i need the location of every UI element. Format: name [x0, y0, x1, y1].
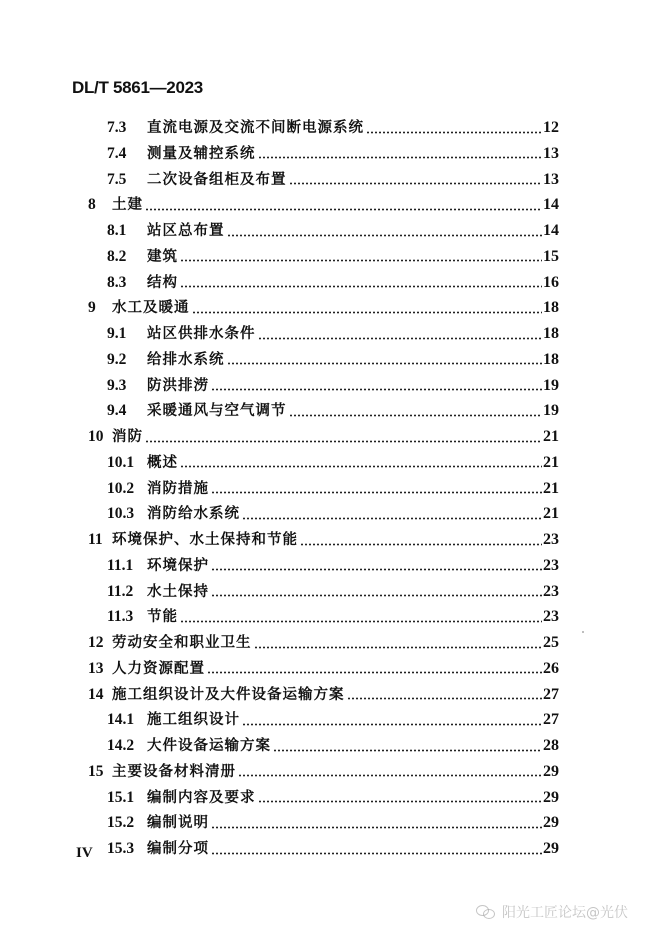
toc-page-number: 29	[543, 840, 559, 857]
toc-entry-chapter[interactable]	[88, 193, 559, 217]
toc-entry-section[interactable]	[107, 374, 559, 398]
toc-title: 大件设备运输方案	[147, 738, 271, 754]
dot-leader	[258, 337, 543, 340]
toc-entry-section[interactable]	[107, 502, 559, 526]
toc-title: 消防给水系统	[147, 506, 240, 523]
toc-entry-chapter[interactable]	[88, 631, 559, 655]
page-number-roman: IV	[76, 845, 93, 861]
toc-title: 消防	[112, 429, 143, 445]
dot-leader	[254, 646, 543, 649]
toc-page-number: 14	[543, 222, 559, 239]
dot-leader	[300, 543, 542, 546]
toc-entry-section[interactable]	[107, 348, 559, 372]
toc-title: 消防措施	[147, 480, 209, 497]
dot-leader	[211, 594, 542, 597]
dot-leader	[180, 259, 542, 262]
toc-title: 采暖通风与空气调节	[147, 403, 287, 420]
toc-entry-section[interactable]	[107, 219, 559, 243]
toc-page-number: 13	[543, 170, 559, 188]
toc-page-number: 19	[543, 376, 559, 394]
toc-page-number: 26	[543, 659, 559, 677]
dot-leader	[145, 208, 542, 211]
toc-title: 编制说明	[147, 815, 209, 832]
toc-page-number: 18	[543, 325, 559, 342]
toc-number: 11.2	[107, 582, 134, 600]
toc-number: 10	[88, 428, 104, 445]
dot-leader	[258, 800, 543, 803]
toc-page-number: 25	[543, 634, 559, 651]
dot-leader	[180, 285, 542, 288]
toc-title: 编制内容及要求	[147, 789, 256, 806]
toc-entry-chapter[interactable]	[88, 425, 559, 449]
toc-number: 8.2	[107, 247, 127, 265]
toc-page-number: 21	[543, 479, 559, 497]
watermark-text: 阳光工匠论坛@光伏	[502, 905, 628, 921]
dot-leader	[227, 362, 543, 365]
dot-leader	[289, 414, 543, 417]
dot-leader	[145, 440, 542, 443]
toc-number: 11	[88, 531, 103, 548]
dot-leader	[211, 826, 542, 829]
toc-title: 站区供排水条件	[147, 326, 256, 342]
toc-number: 15.2	[107, 814, 135, 832]
toc-entry-chapter[interactable]	[88, 657, 559, 681]
toc-page-number: 18	[543, 299, 559, 317]
toc-entry-section[interactable]	[107, 116, 559, 140]
toc-number: 10.1	[107, 453, 135, 471]
toc-entry-chapter[interactable]	[88, 683, 559, 707]
toc-title: 土建	[112, 197, 143, 214]
toc-title: 人力资源配置	[112, 660, 205, 677]
dot-leader	[192, 311, 543, 314]
toc-number: 8.3	[107, 273, 127, 291]
toc-page-number: 27	[543, 685, 559, 703]
dot-leader	[238, 774, 542, 777]
toc-page-number: 18	[543, 350, 559, 368]
toc-title: 环境保护	[147, 557, 209, 574]
dot-leader	[227, 234, 543, 237]
dot-leader	[211, 852, 542, 855]
toc-page-number: 29	[543, 814, 559, 832]
toc-page-number: 28	[543, 737, 559, 754]
toc-number: 15.3	[107, 840, 135, 857]
toc-page-number: 12	[543, 119, 559, 136]
toc-number: 10.2	[107, 479, 135, 497]
toc-entry-section[interactable]	[107, 837, 559, 861]
toc-title: 主要设备材料清册	[112, 763, 236, 780]
toc-entry-section[interactable]	[107, 451, 559, 475]
toc-number: 8.1	[107, 222, 127, 239]
toc-page-number: 23	[543, 582, 559, 600]
toc-title: 直流电源及交流不间断电源系统	[147, 120, 364, 136]
toc-title: 环境保护、水土保持和节能	[112, 532, 298, 548]
dot-leader	[211, 568, 542, 571]
dot-leader	[180, 620, 542, 623]
toc-page-number: 16	[543, 273, 559, 291]
toc-number: 13	[88, 659, 104, 677]
dot-leader	[180, 465, 542, 468]
toc-page-number: 23	[543, 608, 559, 626]
toc-entry-section[interactable]	[107, 477, 559, 501]
toc-entry-section[interactable]	[107, 554, 559, 578]
toc-page-number: 15	[543, 247, 559, 265]
dot-leader	[347, 697, 543, 700]
dot-leader	[258, 156, 543, 159]
dot-leader	[211, 388, 542, 391]
dot-leader	[207, 671, 542, 674]
toc-title: 测量及辅控系统	[147, 145, 256, 162]
toc-entry-section[interactable]	[107, 245, 559, 269]
toc-page-number: 13	[543, 144, 559, 162]
toc-title: 水土保持	[147, 583, 209, 600]
toc-page-number: 23	[543, 556, 559, 574]
toc-title: 结构	[147, 274, 178, 291]
toc-entry-section[interactable]	[107, 322, 559, 346]
toc-entry-section[interactable]	[107, 708, 559, 732]
toc-entry-chapter[interactable]	[88, 296, 559, 320]
wechat-icon	[476, 904, 496, 920]
toc-number: 9.4	[107, 402, 127, 420]
toc-page-number: 21	[543, 428, 559, 445]
toc-page-number: 29	[543, 762, 559, 780]
toc-entry-section[interactable]	[107, 811, 559, 835]
standard-code-header: DL/T 5861—2023	[72, 78, 203, 97]
toc-title: 施工组织设计及大件设备运输方案	[112, 686, 345, 703]
toc-title: 施工组织设计	[147, 712, 240, 729]
toc-page-number: 19	[543, 402, 559, 420]
toc-entry-section[interactable]	[107, 580, 559, 604]
toc-entry-section[interactable]	[107, 786, 559, 810]
toc-entry-section[interactable]	[107, 399, 559, 423]
toc-page-number: 21	[543, 505, 559, 523]
toc-number: 7.3	[107, 119, 127, 136]
watermark	[476, 902, 628, 922]
toc-number: 7.5	[107, 170, 127, 188]
toc-number: 7.4	[107, 144, 127, 162]
toc-title: 站区总布置	[147, 223, 225, 239]
toc-entry-chapter[interactable]	[88, 528, 559, 552]
toc-number: 15	[88, 762, 104, 780]
toc-title: 概述	[147, 454, 178, 471]
toc-title: 二次设备组柜及布置	[147, 171, 287, 188]
toc-title: 建筑	[147, 248, 178, 265]
toc-number: 8	[88, 196, 96, 214]
dot-leader	[242, 723, 542, 726]
toc-title: 劳动安全和职业卫生	[112, 635, 252, 651]
toc-title: 节能	[147, 609, 178, 626]
toc-entry-section[interactable]	[107, 605, 559, 629]
toc-page-number: 27	[543, 711, 559, 729]
dot-leader	[211, 491, 542, 494]
dot-leader	[242, 517, 542, 520]
toc-number: 9.1	[107, 325, 127, 342]
toc-number: 14.2	[107, 737, 135, 754]
toc-entry-section[interactable]	[107, 734, 559, 758]
dot-leader	[366, 131, 542, 134]
toc-page-number: 23	[543, 531, 559, 548]
toc-title: 防洪排涝	[147, 377, 209, 394]
toc-page-number: 29	[543, 788, 559, 806]
dot-leader	[273, 749, 542, 752]
toc-number: 12	[88, 634, 104, 651]
toc-number: 14	[88, 685, 104, 703]
toc-number: 9	[88, 299, 96, 317]
toc-number: 9.3	[107, 376, 127, 394]
toc-title: 给排水系统	[147, 351, 225, 368]
toc-title: 水工及暖通	[112, 300, 190, 317]
toc-number: 15.1	[107, 788, 135, 806]
toc-entry-chapter[interactable]	[88, 760, 559, 784]
toc-number: 10.3	[107, 505, 135, 523]
scan-speck	[582, 631, 584, 633]
toc-entry-section[interactable]	[107, 142, 559, 166]
toc-number: 9.2	[107, 350, 127, 368]
toc-title: 编制分项	[147, 841, 209, 857]
toc-page-number: 21	[543, 453, 559, 471]
toc-number: 14.1	[107, 711, 135, 729]
toc-entry-section[interactable]	[107, 168, 559, 192]
dot-leader	[289, 182, 543, 185]
toc-number: 11.1	[107, 556, 134, 574]
toc-entry-section[interactable]	[107, 271, 559, 295]
toc-page-number: 14	[543, 196, 559, 214]
toc-number: 11.3	[107, 608, 134, 626]
